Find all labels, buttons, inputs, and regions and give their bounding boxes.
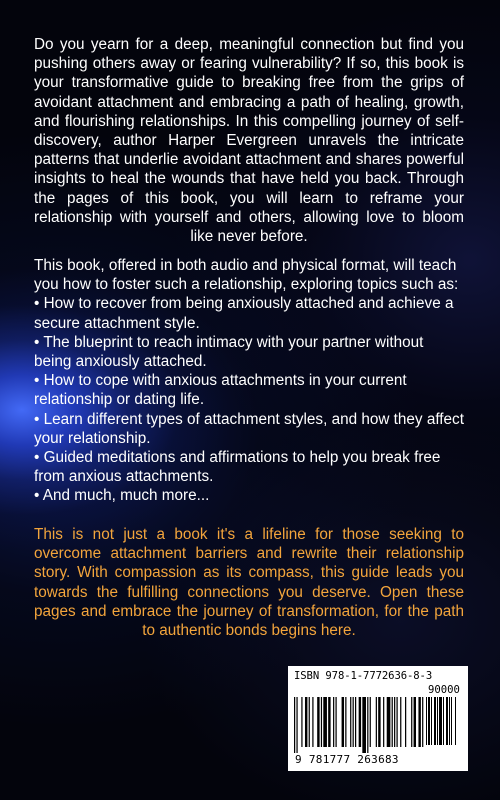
barcode-digits: 9 781777 263683	[295, 753, 399, 766]
topics-section	[34, 256, 464, 506]
isbn-label: ISBN 978-1-7772636-8-3	[294, 670, 433, 682]
topic-item: • Guided meditations and affirmations to help you break free from anxious attachments.	[34, 449, 441, 486]
topic-item: • How to recover from being anxiously attached and achieve a secure attachment style.	[34, 295, 454, 332]
topic-item: • The blueprint to reach intimacy with your partner without being anxiously attached.	[34, 333, 424, 371]
closing-paragraph: This is not just a book it's a lifeline for those seeking to overcome attachment barriers and rewrite their relationship story. With compassion as its compass, this guide leads you towards the fulfilling connections you deserve. Open these pages and embrace the journey of transformation, for the path to authentic bonds begins here.	[34, 526, 464, 640]
topics-lead: This book, offered in both audio and physical format, will teach you how to foster such a relationship, exploring topics such as:	[34, 257, 459, 294]
ean-bars	[294, 697, 424, 753]
topic-item: • How to cope with anxious attachments in your current relationship or dating life.	[34, 372, 407, 409]
intro-paragraph: Do you yearn for a deep, meaningful connection but find you pushing others away or fearing vulnerability? If so, this book is your transformative guide to breaking free from the grips of avoidant attachment and embracing a path of healing, growth, and flourishing relationships. In this compelling journey of self-discovery, author Harper Evergreen unravels the intricate patterns that underlie avoidant attachment and shares powerful insights to heal the wounds that have held you back. Through the pages of this book, you will learn to reframe your relationship with yourself and others, allowing love to bloom like never before.	[34, 36, 464, 246]
topic-item: • And much, much more...	[34, 487, 210, 505]
price-code: 90000	[428, 684, 460, 696]
addon-bars	[426, 697, 460, 745]
topic-item: • Learn different types of attachment styles, and how they affect your relationship.	[34, 410, 464, 447]
isbn-barcode	[288, 666, 468, 771]
